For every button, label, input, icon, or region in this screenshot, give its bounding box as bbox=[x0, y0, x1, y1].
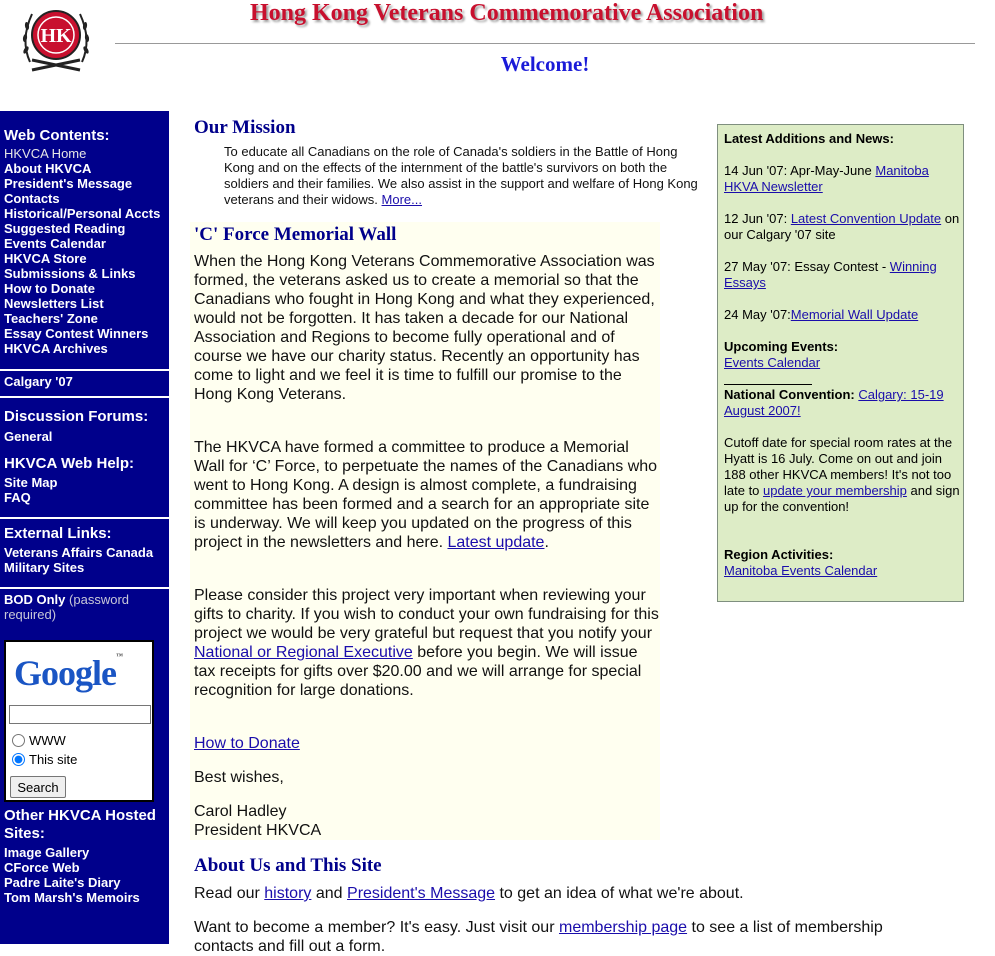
signature-title: President HKVCA bbox=[194, 822, 322, 839]
bod-only-link[interactable] bbox=[4, 592, 169, 622]
memorial-para-3-text-b: before you begin. We will issue tax receipts for gifts over $20.00 and we will arrange for special recognition for large donations. bbox=[194, 644, 642, 699]
memorial-para-2: The HKVCA have formed a committee to produce a Memorial Wall for ‘C’ Force, to perpetuate the names of the Canadians who went to Hong Kong. A design is almost complete, a fundraising committee has been formed and a search for an appropriate site is underway. We will keep you updated on the progress of this project in the newsletters and here. Latest update. bbox=[194, 439, 658, 551]
title-divider bbox=[115, 43, 975, 44]
about-line-1-b: to get an idea of what we're about. bbox=[499, 885, 744, 902]
news-item-text: 24 May '07: bbox=[724, 307, 791, 322]
signature bbox=[194, 802, 662, 840]
sidebar-item-contacts[interactable]: Contacts bbox=[4, 191, 60, 206]
sidebar-divider bbox=[0, 396, 169, 398]
sidebar-divider bbox=[0, 517, 169, 519]
national-convention bbox=[724, 387, 960, 419]
news-item-text: 27 May '07: Essay Contest - bbox=[724, 259, 887, 274]
upcoming-events bbox=[724, 339, 960, 371]
news-box bbox=[717, 124, 964, 602]
memorial-para-3-text-a: Please consider this project very important when reviewing your gifts to charity. If you wish to conduct your own fundraising for this project we would be very grateful but request that you notify your bbox=[194, 587, 659, 642]
news-heading: Latest Additions and News: bbox=[724, 131, 894, 146]
cutoff-text-b: and sign up for the convention! bbox=[724, 483, 960, 514]
update-membership-link[interactable]: update your membership bbox=[763, 483, 907, 498]
site-title: Hong Kong Veterans Commemorative Association bbox=[250, 0, 764, 26]
presidents-message-link[interactable]: President's Message bbox=[347, 885, 496, 902]
sidebar-item-image-gallery[interactable]: Image Gallery bbox=[4, 845, 90, 860]
sidebar-item-historical[interactable]: Historical/Personal Accts bbox=[4, 206, 161, 221]
convention-link[interactable]: Calgary: 15-19 August 2007! bbox=[724, 387, 944, 418]
sidebar-item-newsletters[interactable]: Newsletters List bbox=[4, 296, 104, 311]
history-link[interactable]: history bbox=[264, 885, 312, 902]
logo-letters: HK bbox=[40, 25, 72, 47]
memorial-heading: 'C' Force Memorial Wall bbox=[194, 224, 397, 245]
sidebar-divider bbox=[0, 587, 169, 589]
mission-text bbox=[224, 144, 704, 208]
welcome-heading: Welcome! bbox=[500, 52, 590, 76]
google-search-box bbox=[4, 640, 154, 802]
sidebar-item-faq[interactable]: FAQ bbox=[4, 490, 31, 505]
news-item bbox=[724, 307, 960, 323]
bod-note: (password required) bbox=[4, 592, 129, 622]
mission-more-link[interactable]: More... bbox=[381, 192, 423, 207]
web-contents-title: Web Contents: bbox=[4, 127, 110, 144]
manitoba-events-link[interactable]: Manitoba Events Calendar bbox=[724, 563, 878, 578]
sidebar-item-presidents-message[interactable]: President's Message bbox=[4, 176, 133, 191]
external-links-list bbox=[4, 545, 153, 575]
hosted-sites-title: Other HKVCA Hosted Sites: bbox=[4, 807, 156, 842]
events-calendar-link[interactable]: Events Calendar bbox=[724, 355, 821, 370]
sidebar-item-site-map[interactable]: Site Map bbox=[4, 475, 58, 490]
sidebar-item-general-forum[interactable]: General bbox=[4, 429, 53, 444]
regional-executive-link[interactable]: National or Regional Executive bbox=[194, 644, 413, 661]
latest-update-link[interactable]: Latest update bbox=[447, 534, 545, 551]
news-divider bbox=[724, 384, 812, 385]
radio-this-site-label: This site bbox=[29, 752, 78, 767]
memorial-para-1: When the Hong Kong Veterans Commemorative Association was formed, the veterans asked us to create a memorial so that the Canadians who fought in Hong Kong and what they experienced, would not be forgotten. It has taken a decade for our National Association and Regions to become fully operational and of course we have our charity status. Recently an opportunity has come to light and we feel it is time to fulfill our promise to the Hong Kong Veterans. bbox=[194, 253, 655, 403]
sidebar-item-reading[interactable]: Suggested Reading bbox=[4, 221, 126, 236]
radio-this-site[interactable] bbox=[12, 752, 77, 767]
sidebar-item-military-sites[interactable]: Military Sites bbox=[4, 560, 85, 575]
news-item-link[interactable]: Winning Essays bbox=[724, 259, 937, 290]
about-heading: About Us and This Site bbox=[194, 855, 382, 876]
forums-title: Discussion Forums: bbox=[4, 408, 149, 425]
news-item-text: 14 Jun '07: Apr-May-June bbox=[724, 163, 872, 178]
hosted-sites-list bbox=[4, 845, 140, 905]
signature-name: Carol Hadley bbox=[194, 803, 287, 820]
about-line-2 bbox=[194, 918, 914, 956]
radio-this-site-button[interactable] bbox=[12, 753, 25, 766]
external-links-title: External Links: bbox=[4, 525, 112, 542]
bod-label[interactable]: BOD Only bbox=[4, 592, 66, 607]
google-tm: ™ bbox=[115, 652, 122, 660]
news-item-text: 12 Jun '07: bbox=[724, 211, 788, 226]
upcoming-label: Upcoming Events: bbox=[724, 339, 839, 354]
web-contents-list bbox=[4, 146, 160, 356]
sidebar bbox=[0, 111, 169, 944]
closing: Best wishes, bbox=[194, 769, 284, 786]
mission-body: To educate all Canadians on the role of Canada's soldiers in the Battle of Hong Kong and on the effects of the internment of the battle's survivors on both the soldiers and their families. We also assist in the support and welfare of Hong Kong veterans and their widows. bbox=[224, 144, 698, 207]
calgary-list bbox=[4, 374, 73, 389]
sidebar-item-padre-laite[interactable]: Padre Laite's Diary bbox=[4, 875, 121, 890]
news-item-after: on our Calgary '07 site bbox=[724, 211, 960, 242]
about-line-1-a: Read our bbox=[194, 885, 260, 902]
google-logo-text: Google bbox=[14, 653, 116, 693]
radio-www-button[interactable] bbox=[12, 734, 25, 747]
google-logo bbox=[14, 652, 122, 694]
how-to-donate-link[interactable]: How to Donate bbox=[194, 735, 300, 752]
sidebar-item-essay-winners[interactable]: Essay Contest Winners bbox=[4, 326, 149, 341]
sidebar-item-tom-marsh[interactable]: Tom Marsh's Memoirs bbox=[4, 890, 140, 905]
cutoff-notice bbox=[724, 435, 960, 515]
sidebar-item-about[interactable]: About HKVCA bbox=[4, 161, 92, 176]
forums-list bbox=[4, 429, 52, 444]
news-item bbox=[724, 211, 960, 243]
sidebar-item-store[interactable]: HKVCA Store bbox=[4, 251, 87, 266]
sidebar-item-archives[interactable]: HKVCA Archives bbox=[4, 341, 108, 356]
about-line-1 bbox=[194, 884, 914, 903]
about-line-2-a: Want to become a member? It's easy. Just visit our bbox=[194, 919, 555, 936]
about-line-1-and: and bbox=[315, 885, 343, 902]
radio-www[interactable] bbox=[12, 733, 66, 748]
search-button[interactable]: Search bbox=[10, 776, 66, 798]
sidebar-item-donate[interactable]: How to Donate bbox=[4, 281, 95, 296]
sidebar-item-cforce-web[interactable]: CForce Web bbox=[4, 860, 80, 875]
news-item bbox=[724, 163, 960, 195]
region-label: Region Activities: bbox=[724, 547, 834, 562]
help-list bbox=[4, 475, 57, 505]
region-activities bbox=[724, 547, 960, 579]
donate-line bbox=[194, 734, 662, 753]
convention-label: National Convention: bbox=[724, 387, 855, 402]
news-item-link[interactable]: Latest Convention Update bbox=[790, 211, 942, 226]
sidebar-item-veterans-affairs[interactable]: Veterans Affairs Canada bbox=[4, 545, 154, 560]
sidebar-item-events[interactable]: Events Calendar bbox=[4, 236, 106, 251]
memorial-para-3 bbox=[194, 586, 662, 700]
membership-page-link[interactable]: membership page bbox=[558, 919, 688, 936]
sidebar-item-home[interactable]: HKVCA Home bbox=[4, 146, 87, 161]
news-item-link[interactable]: Memorial Wall Update bbox=[790, 307, 919, 322]
sidebar-item-calgary[interactable]: Calgary '07 bbox=[4, 374, 73, 389]
sidebar-divider bbox=[0, 369, 169, 371]
news-item-link[interactable]: Manitoba HKVA Newsletter bbox=[724, 163, 929, 194]
search-input[interactable] bbox=[9, 705, 151, 724]
cutoff-text-a: Cutoff date for special room rates at the Hyatt is 16 July. Come on out and join 188 other HKVCA members! It's not too late to bbox=[724, 435, 953, 498]
sidebar-item-submissions[interactable]: Submissions & Links bbox=[4, 266, 136, 281]
memorial-para-2-text: The HKVCA have formed a committee to produce a Memorial Wall for ‘C’ Force, to perpetuate the names of the Canadians who went to Hong Kong. A design is almost complete, a fundraising committee has been formed and a search for an appropriate site is underway. We will keep you updated on the progress of this project in the newsletters and here. bbox=[194, 439, 658, 551]
radio-www-label: WWW bbox=[29, 733, 66, 748]
about-line-2-b: to see a list of membership contacts and fill out a form. bbox=[194, 919, 883, 955]
help-title: HKVCA Web Help: bbox=[4, 455, 135, 472]
sidebar-item-teachers[interactable]: Teachers' Zone bbox=[4, 311, 98, 326]
news-item bbox=[724, 259, 960, 291]
mission-heading: Our Mission bbox=[194, 117, 296, 138]
